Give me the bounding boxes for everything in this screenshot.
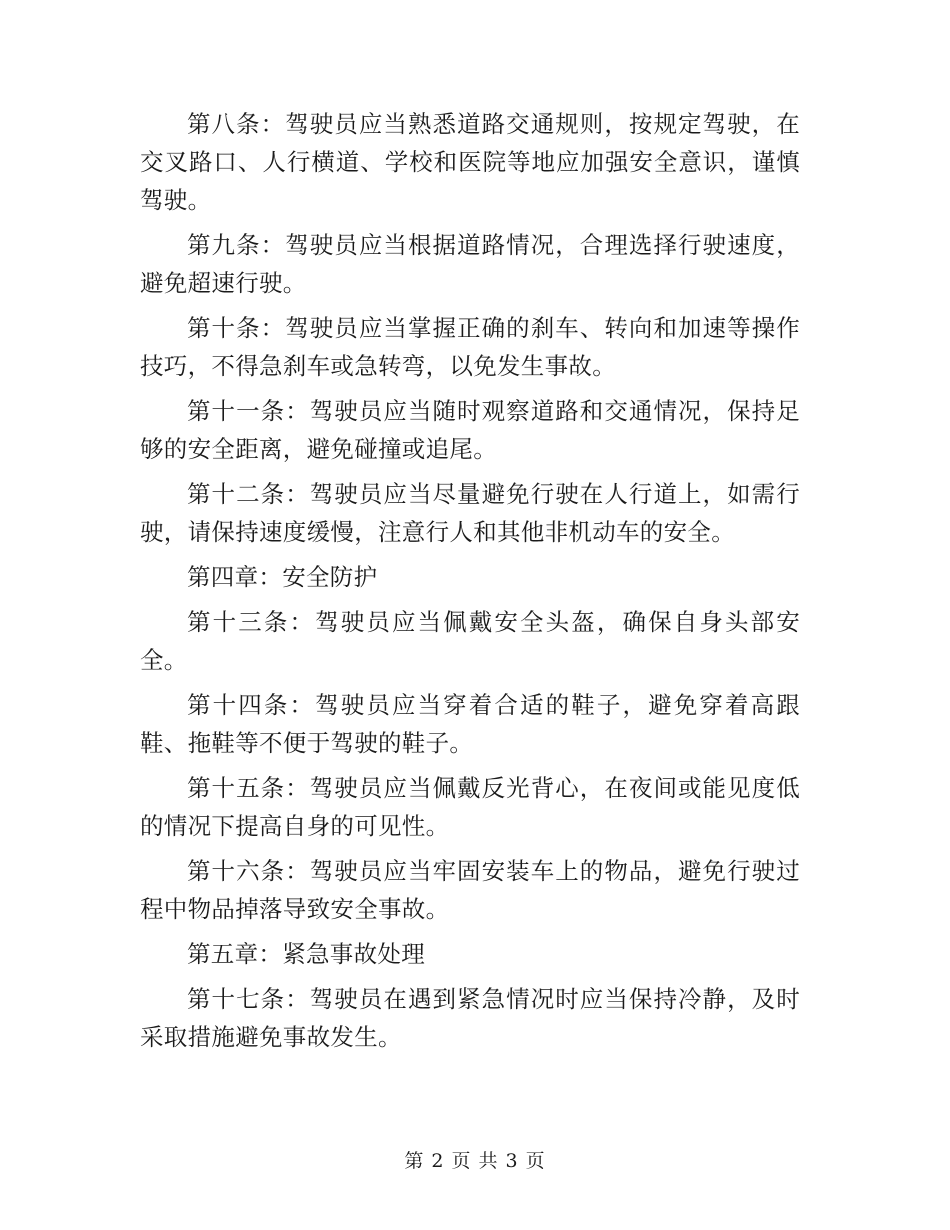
article-16: 第十六条：驾驶员应当牢固安装车上的物品，避免行驶过程中物品掉落导致安全事故。 [140,857,800,923]
article-8: 第八条：驾驶员应当熟悉道路交通规则，按规定驾驶，在交叉路口、人行横道、学校和医院等地应加强安全意识，谨慎驾驶。 [140,110,800,214]
document-body [140,105,800,1063]
page-number-footer: 第 2 页 共 3 页 [404,1150,546,1172]
chapter-4-heading: 第四章：安全防护 [187,563,378,591]
article-10: 第十条：驾驶员应当掌握正确的刹车、转向和加速等操作技巧，不得急刹车或急转弯，以免发生事故。 [140,314,800,380]
chapter-5-heading: 第五章：紧急事故处理 [187,940,425,968]
article-17: 第十七条：驾驶员在遇到紧急情况时应当保持冷静，及时采取措施避免事故发生。 [140,985,800,1051]
article-15: 第十五条：驾驶员应当佩戴反光背心，在夜间或能见度低的情况下提高自身的可见性。 [140,774,800,840]
article-13: 第十三条：驾驶员应当佩戴安全头盔，确保自身头部安全。 [140,608,800,674]
article-14: 第十四条：驾驶员应当穿着合适的鞋子，避免穿着高跟鞋、拖鞋等不便于驾驶的鞋子。 [140,691,800,757]
article-12: 第十二条：驾驶员应当尽量避免行驶在人行道上，如需行驶，请保持速度缓慢，注意行人和其他非机动车的安全。 [140,480,800,546]
article-9: 第九条：驾驶员应当根据道路情况，合理选择行驶速度，避免超速行驶。 [140,231,800,297]
article-11: 第十一条：驾驶员应当随时观察道路和交通情况，保持足够的安全距离，避免碰撞或追尾。 [140,397,800,463]
